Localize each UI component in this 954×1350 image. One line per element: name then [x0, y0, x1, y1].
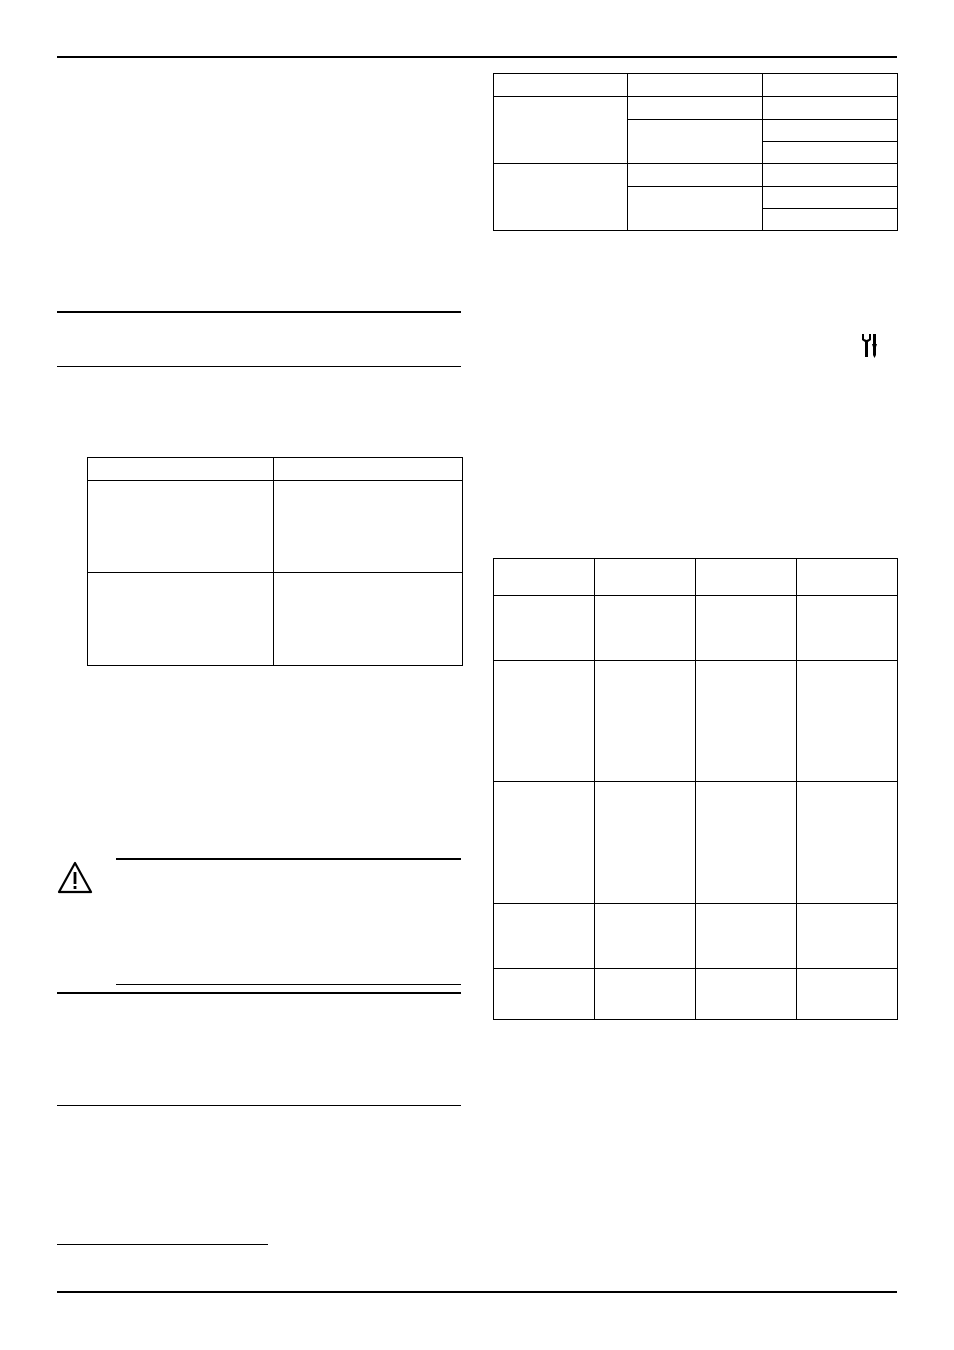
table-cell	[797, 969, 898, 1020]
table-cell	[797, 782, 898, 904]
wrench-screwdriver-icon	[859, 333, 879, 359]
table-cell	[696, 782, 797, 904]
table-cell	[763, 164, 898, 187]
table-cell	[494, 596, 595, 661]
table-cell	[763, 187, 898, 209]
table-cell	[628, 97, 763, 120]
table-cell	[763, 209, 898, 231]
table-row	[494, 97, 898, 120]
table-cell	[763, 142, 898, 164]
table-cell	[763, 97, 898, 120]
table-cell	[797, 904, 898, 969]
table-row	[494, 969, 898, 1020]
table-cell	[628, 164, 763, 187]
table-cell	[274, 481, 463, 573]
warning-triangle-icon	[57, 861, 93, 894]
table-row	[494, 596, 898, 661]
table-c	[493, 558, 898, 1020]
table-group-label	[494, 164, 628, 231]
table-row	[494, 74, 898, 97]
table-cell	[797, 661, 898, 782]
table-cell	[763, 74, 898, 97]
table-cell	[628, 74, 763, 97]
table-row	[494, 904, 898, 969]
table-a-header-row	[88, 458, 463, 481]
table-row	[494, 782, 898, 904]
page-bottom-rule	[57, 1291, 897, 1293]
table-cell	[763, 120, 898, 142]
table-cell	[494, 661, 595, 782]
warning-rule-bottom	[116, 984, 461, 985]
section-rule-top	[57, 311, 461, 313]
section-rule-bottom	[57, 366, 461, 367]
page-top-rule	[57, 56, 897, 58]
warning-text	[116, 866, 461, 976]
table-cell	[88, 573, 274, 666]
table-c-header-cell	[696, 559, 797, 596]
footnote-rule	[57, 1244, 268, 1245]
table-cell	[494, 904, 595, 969]
table-cell	[628, 187, 763, 231]
table-cell	[595, 661, 696, 782]
section-rule-bottom	[57, 1105, 461, 1106]
table-group-label	[494, 97, 628, 164]
table-cell	[595, 969, 696, 1020]
table-cell	[494, 74, 628, 97]
warning-rule-top	[116, 858, 461, 860]
table-cell	[696, 969, 797, 1020]
table-cell	[274, 573, 463, 666]
table-cell	[696, 661, 797, 782]
table-cell	[595, 596, 696, 661]
table-cell	[595, 782, 696, 904]
table-b	[493, 73, 898, 231]
section-rule-top	[57, 992, 461, 994]
table-cell	[696, 596, 797, 661]
table-cell	[494, 969, 595, 1020]
table-cell	[595, 904, 696, 969]
table-row	[88, 481, 463, 573]
table-c-header-cell	[595, 559, 696, 596]
table-cell	[628, 120, 763, 164]
table-row	[494, 661, 898, 782]
table-a-header-cell	[274, 458, 463, 481]
table-c-header-row	[494, 559, 898, 596]
table-a	[87, 457, 463, 666]
table-c-header-cell	[797, 559, 898, 596]
table-cell	[88, 481, 274, 573]
table-cell	[696, 904, 797, 969]
table-row	[494, 164, 898, 187]
table-cell	[494, 782, 595, 904]
table-cell	[797, 596, 898, 661]
table-a-header-cell	[88, 458, 274, 481]
table-row	[88, 573, 463, 666]
table-c-header-cell	[494, 559, 595, 596]
